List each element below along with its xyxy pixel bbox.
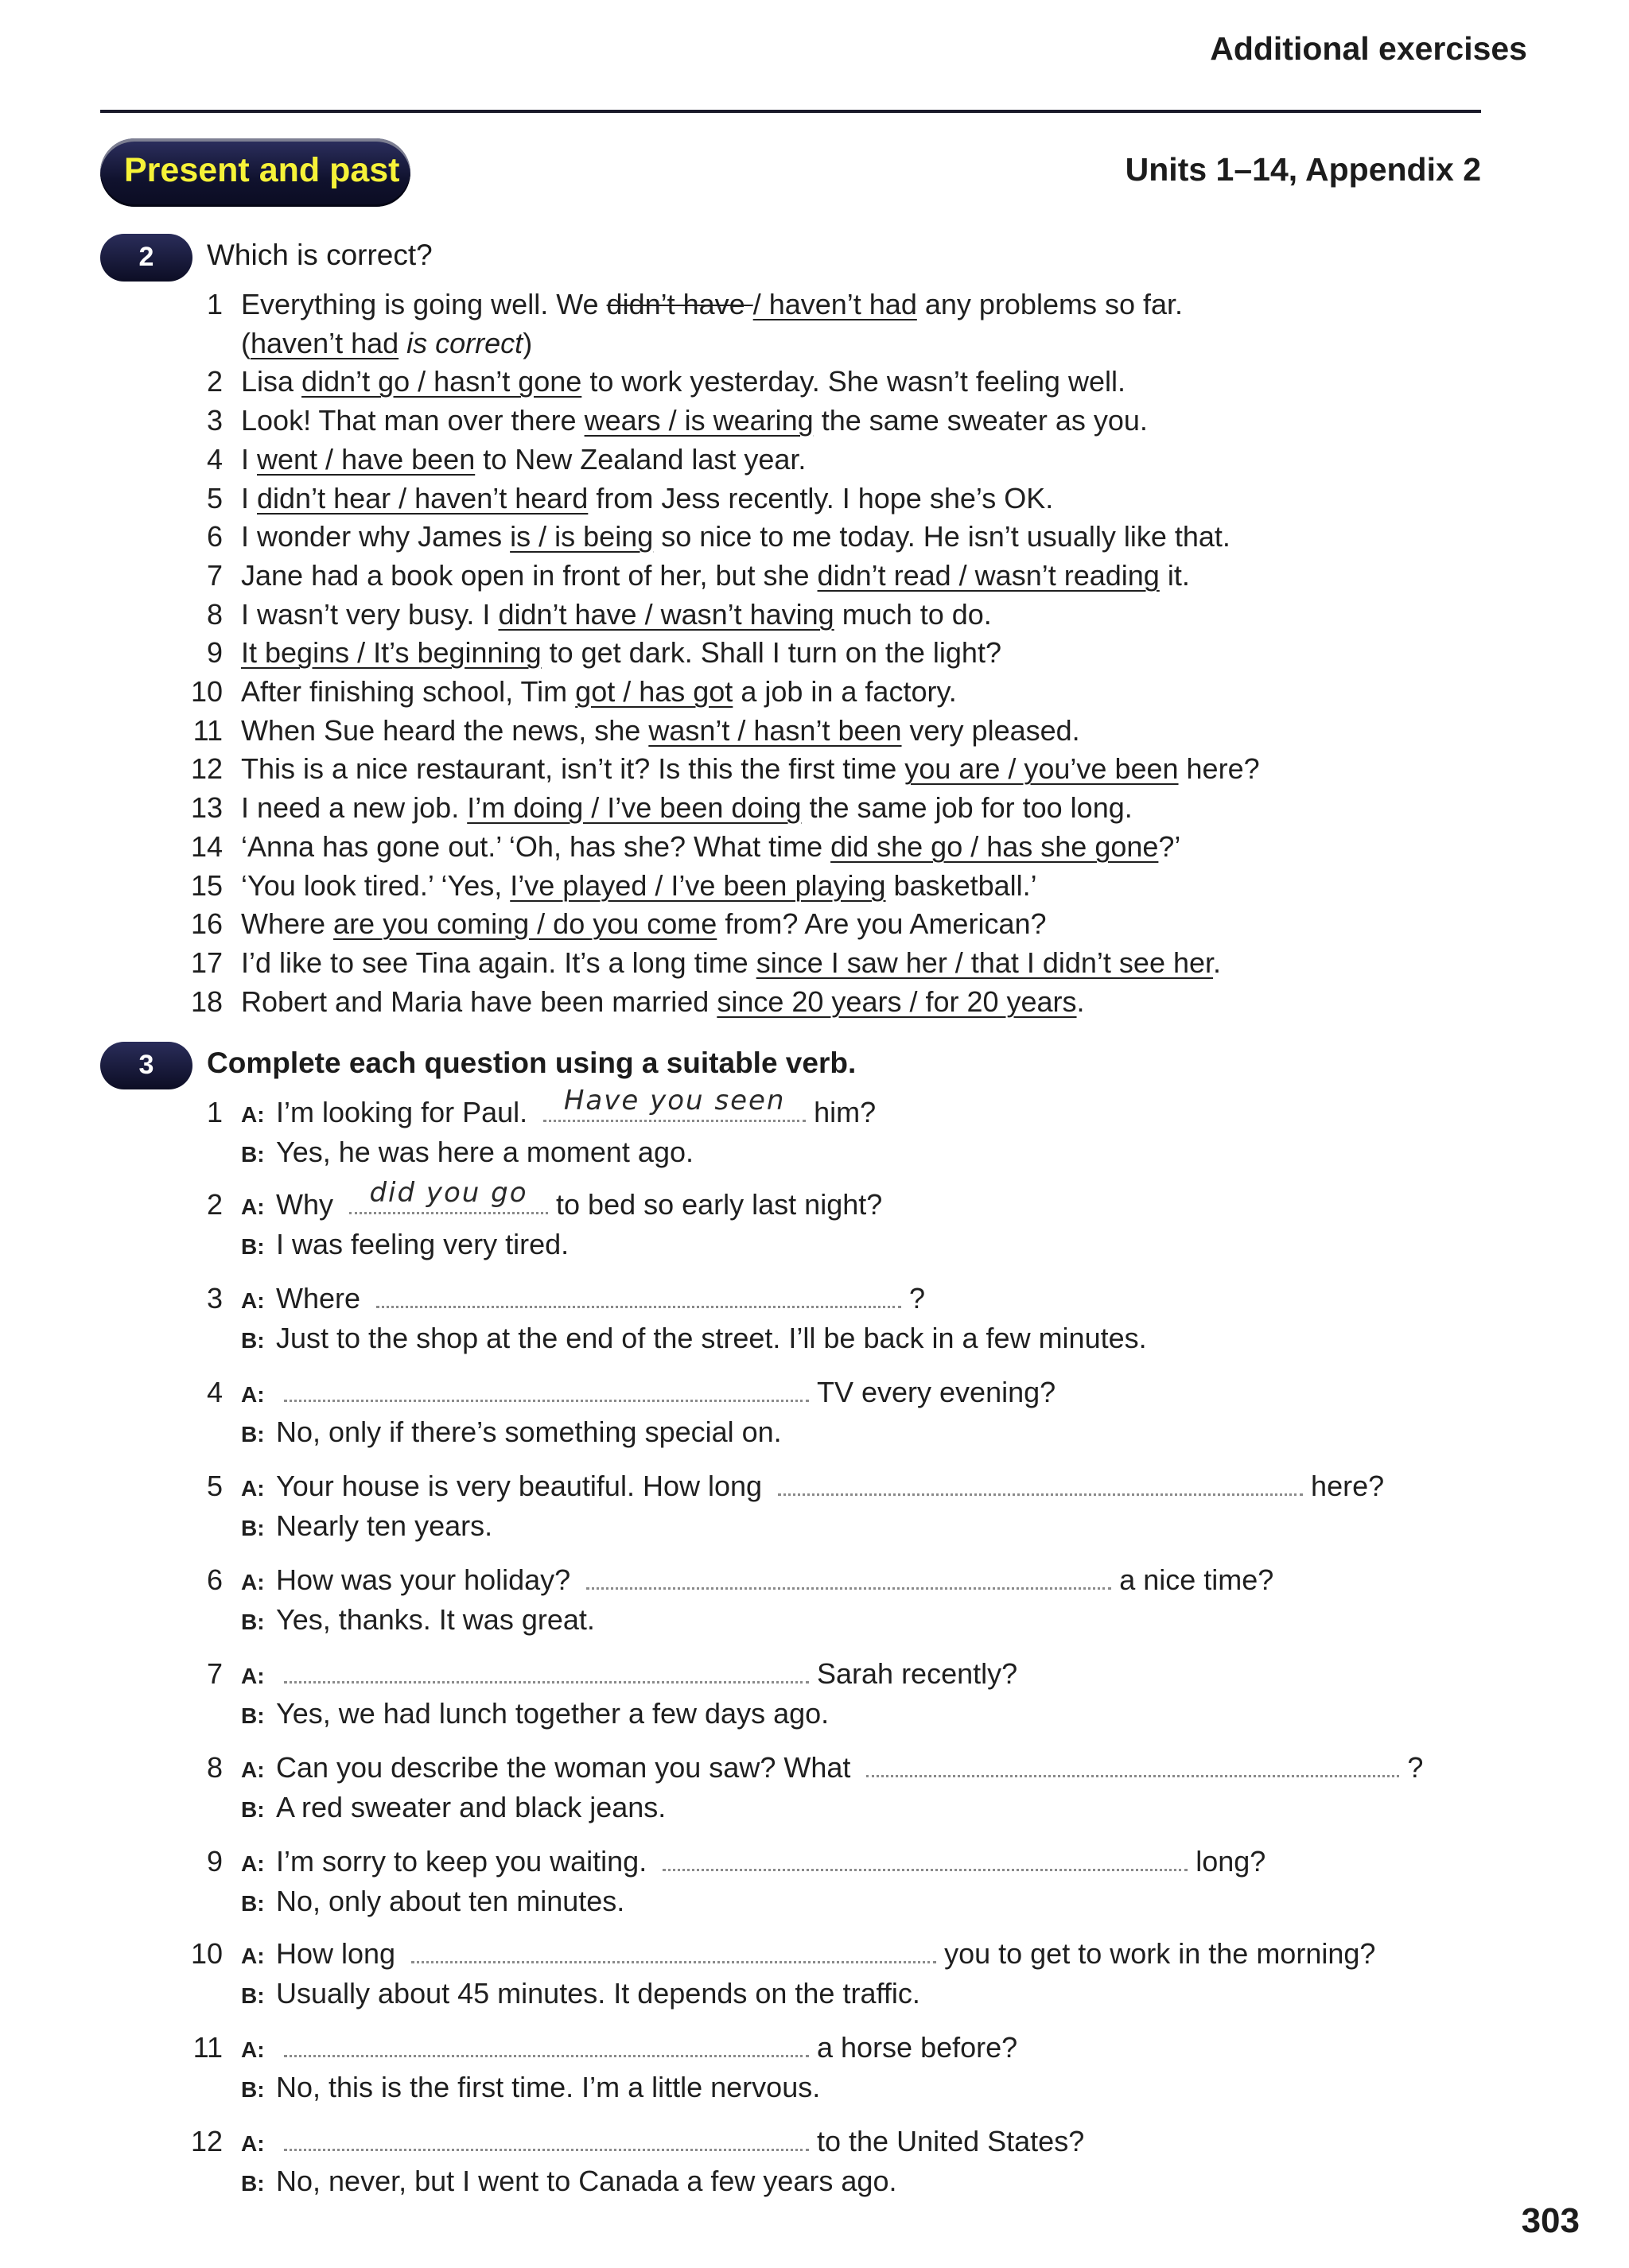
item-text: I’d like to see Tina again. It’s a long time [241,946,756,979]
speaker-b-label: B: [241,2077,265,2102]
answer-blank [284,1657,809,1684]
exercise-3-badge [100,1042,192,1089]
item-text: ( [241,326,251,359]
exercise-2-item [241,482,1053,515]
speaker-b-label: B: [241,1422,265,1447]
speaker-b-label: B: [241,1703,265,1728]
item-number: 2 [206,1188,223,1221]
item-text: Where [241,907,334,941]
item-number: 6 [206,1563,223,1596]
speaker-a-label: A: [241,1944,265,1968]
item-number: 7 [206,558,223,592]
item-text: Everything is going well. We [241,288,607,320]
item-text: . [1213,946,1222,979]
choice-options: didn’t read / wasn’t reading [817,558,1160,592]
item-number: 2 [206,365,223,398]
speaker-a-label: A: [241,1570,265,1594]
answer-text: A red sweater and black jeans. [276,1791,667,1823]
speaker-a-line [241,1085,877,1129]
item-number: 17 [190,946,223,979]
note: is correct [399,326,523,359]
speaker-b-line [241,1228,569,1261]
answer-blank [543,1085,806,1122]
item-text: This is a nice restaurant, isn’t it? Is this the first time [241,752,905,786]
item-number: 1 [206,1096,223,1128]
section-title: Present and past [124,151,400,189]
answer-text: No, only about ten minutes. [276,1885,625,1917]
item-number: 8 [206,597,223,631]
question-end: to the United States? [817,2125,1085,2157]
item-text: to work yesterday. She wasn’t feeling well. [581,365,1126,398]
choice-options: are you coming / do you come [333,907,717,941]
question-start: I’m sorry to keep you waiting. [276,1845,655,1878]
question-start: I’m looking for Paul. [276,1096,536,1128]
item-text: to get dark. Shall I turn on the light? [541,636,1001,670]
choice-options: I’m doing / I’ve been doing [467,791,802,825]
item-number: 10 [190,675,223,708]
section-pill [100,138,410,207]
speaker-a-label: A: [241,1757,265,1782]
answer-text: Usually about 45 minutes. It depends on the traffic. [276,1977,920,2010]
item-text: When Sue heard the news, she [241,713,649,747]
answer-text: No, this is the first time. I’m a little nervous. [276,2071,821,2103]
choice-options: got / has got [575,675,733,708]
choice-options: you are / you’ve been [904,752,1179,786]
exercise-2-item [241,559,1190,592]
exercise-2-item [241,520,1230,553]
item-number: 1 [206,288,223,320]
item-text: Jane had a book open in front of her, but she [241,558,818,592]
item-number: 12 [190,2125,223,2157]
answer-text: I was feeling very tired. [276,1228,570,1260]
exercise-2-item [241,791,1133,825]
question-end: a horse before? [817,2031,1018,2064]
speaker-a-line [241,1376,1056,1409]
speaker-b-label: B: [241,1516,265,1540]
speaker-b-line [241,1416,782,1449]
answer-blank [411,1937,936,1963]
speaker-b-line [241,2165,896,2198]
speaker-a-label: A: [241,1476,265,1501]
question-start: How long [276,1937,404,1970]
item-text: a job in a factory. [733,675,957,708]
question-end: a nice time? [1119,1563,1274,1596]
question-end: long? [1196,1845,1266,1878]
item-text: Look! That man over there [241,404,585,437]
item-text: the same job for too long. [801,791,1133,825]
item-text: After finishing school, Tim [241,675,576,708]
speaker-a-line [241,1282,925,1315]
item-number: 13 [190,791,223,825]
speaker-b-line [241,1136,694,1169]
question-start: How was your holiday? [276,1563,579,1596]
exercise-number: 3 [138,1050,154,1080]
item-text: ‘You look tired.’ ‘Yes, [241,868,511,902]
exercise-2-item [241,365,1126,398]
speaker-b-line [241,1509,492,1543]
answer-blank [663,1845,1188,1871]
exercise-2-item [241,327,532,360]
choice-options: did she go / has she gone [830,829,1159,863]
exercise-2-item [241,714,1080,748]
handwritten-answer: did you go [369,1177,528,1209]
choice-options: didn’t hear / haven’t heard [257,481,589,515]
choice-options: since 20 years / for 20 years [717,984,1077,1018]
item-text: ) [523,326,533,359]
exercise-2-item [241,752,1260,786]
item-number: 11 [192,713,223,747]
item-number: 4 [206,442,223,476]
exercise-2-item [241,404,1148,437]
item-text: basketball.’ [885,868,1037,902]
correct-option: / haven’t had [752,288,917,320]
item-number: 15 [190,868,223,902]
answer-text: Nearly ten years. [276,1509,493,1542]
exercise-2-item [241,675,957,709]
correct-option: haven’t had [251,326,399,359]
item-text: so nice to me today. He isn’t usually like that. [653,520,1230,553]
speaker-b-line [241,1885,624,1918]
speaker-a-line [241,2125,1084,2158]
choice-options: didn’t have / wasn’t having [498,597,834,631]
item-text: the same sweater as you. [813,404,1148,437]
item-number: 12 [190,752,223,786]
answer-text: No, never, but I went to Canada a few years ago. [276,2165,897,2197]
speaker-b-label: B: [241,1610,265,1634]
choice-options: is / is being [510,520,654,553]
speaker-b-line [241,1977,920,2010]
question-end: you to get to work in the morning? [944,1937,1376,1970]
item-text: much to do. [834,597,992,631]
choice-options: wears / is wearing [584,404,814,437]
speaker-a-label: A: [241,1102,265,1127]
item-number: 14 [190,829,223,863]
item-text: ‘Anna has gone out.’ ‘Oh, has she? What time [241,829,831,863]
handwritten-answer: Have you seen [563,1085,786,1117]
item-text: Robert and Maria have been married [241,984,717,1018]
header-rule [100,110,1481,113]
question-end: Sarah recently? [817,1657,1018,1690]
exercise-2-item [241,636,1001,670]
choice-options: since I saw her / that I didn’t see her [756,946,1214,979]
answer-blank [866,1751,1399,1777]
answer-blank [284,2031,809,2057]
answer-text: No, only if there’s something special on. [276,1416,782,1448]
exercise-2-item [241,985,1085,1019]
answer-blank [284,1376,809,1402]
question-end: here? [1311,1470,1385,1502]
item-number: 9 [206,636,223,670]
item-number: 5 [206,481,223,515]
question-end: ? [909,1282,926,1315]
item-number: 11 [192,2031,223,2064]
answer-blank [284,2125,809,2151]
choice-options: wasn’t / hasn’t been [648,713,902,747]
item-number: 8 [206,1751,223,1784]
answer-text: Just to the shop at the end of the street. I’ll be back in a few minutes. [276,1322,1147,1354]
speaker-a-label: A: [241,1664,265,1688]
item-number: 7 [206,1657,223,1690]
speaker-b-line [241,1791,666,1824]
exercise-2-item [241,869,1037,903]
answer-text: Yes, thanks. It was great. [276,1603,595,1636]
item-text: it. [1159,558,1190,592]
item-text: I [241,481,258,515]
answer-blank [778,1470,1303,1496]
speaker-b-line [241,1603,595,1637]
exercise-2-title: Which is correct? [207,239,433,271]
struck-option: didn’t have [606,288,753,320]
item-number: 6 [206,520,223,553]
item-number: 10 [190,1937,223,1970]
exercise-2-item [241,288,1183,321]
question-start: Your house is very beautiful. How long [276,1470,771,1502]
item-text: any problems so far. [916,288,1184,320]
exercise-2-item [241,598,992,631]
page-number: 303 [1521,2201,1580,2240]
answer-blank [586,1563,1111,1590]
speaker-a-label: A: [241,2037,265,2062]
question-start: Why [276,1188,342,1221]
exercise-2-item [241,830,1180,864]
question-end: TV every evening? [817,1376,1056,1408]
speaker-a-label: A: [241,1382,265,1407]
question-start: Can you describe the woman you saw? What [276,1751,859,1784]
item-text: ?’ [1158,829,1181,863]
item-number: 9 [206,1845,223,1878]
speaker-a-line [241,1657,1017,1691]
speaker-a-line [241,1470,1384,1503]
item-text: I need a new job. [241,791,468,825]
speaker-a-line [241,2031,1017,2064]
item-number: 5 [206,1470,223,1502]
question-start: Where [276,1282,369,1315]
question-end: ? [1407,1751,1424,1784]
answer-text: Yes, we had lunch together a few days ago. [276,1697,830,1730]
speaker-b-label: B: [241,1891,265,1916]
speaker-b-line [241,1697,829,1730]
speaker-a-label: A: [241,1288,265,1313]
question-end: to bed so early last night? [556,1188,883,1221]
header-title: Additional exercises [1210,30,1527,67]
speaker-a-line [241,1937,1375,1971]
speaker-b-line [241,1322,1147,1355]
exercise-2-item [241,907,1047,941]
exercise-2-item [241,443,806,476]
item-text: from Jess recently. I hope she’s OK. [588,481,1054,515]
item-text: I [241,442,258,476]
exercise-2-badge [100,234,192,282]
choice-options: I’ve played / I’ve been playing [510,868,886,902]
item-number: 16 [190,907,223,941]
speaker-a-line [241,1563,1273,1597]
speaker-a-line [241,1177,883,1221]
item-number: 18 [190,984,223,1018]
speaker-a-label: A: [241,1194,265,1219]
exercise-number: 2 [138,242,154,272]
exercise-2-item [241,946,1221,980]
speaker-a-label: A: [241,2131,265,2156]
answer-text: Yes, he was here a moment ago. [276,1136,694,1168]
speaker-a-line [241,1751,1423,1784]
question-end: him? [814,1096,877,1128]
choice-options: didn’t go / hasn’t gone [301,365,582,398]
exercise-3-title: Complete each question using a suitable verb. [207,1047,857,1079]
speaker-b-label: B: [241,2171,265,2196]
item-text: here? [1178,752,1260,786]
choice-options: went / have been [257,442,476,476]
item-number: 3 [206,1282,223,1315]
speaker-b-label: B: [241,1234,265,1259]
section-units: Units 1–14, Appendix 2 [1125,151,1481,188]
speaker-a-line [241,1845,1265,1878]
item-text: Lisa [241,365,302,398]
speaker-b-label: B: [241,1328,265,1353]
speaker-a-label: A: [241,1851,265,1876]
item-text: from? Are you American? [717,907,1047,941]
item-number: 4 [206,1376,223,1408]
speaker-b-label: B: [241,1797,265,1822]
speaker-b-line [241,2071,820,2104]
choice-options: It begins / It’s beginning [241,636,542,670]
speaker-b-label: B: [241,1983,265,2008]
item-text: very pleased. [901,713,1080,747]
item-text: . [1076,984,1085,1018]
item-text: I wasn’t very busy. I [241,597,499,631]
answer-blank [376,1282,901,1308]
speaker-b-label: B: [241,1142,265,1167]
item-text: to New Zealand last year. [475,442,807,476]
item-text: I wonder why James [241,520,511,553]
item-number: 3 [206,404,223,437]
answer-blank [349,1177,548,1214]
